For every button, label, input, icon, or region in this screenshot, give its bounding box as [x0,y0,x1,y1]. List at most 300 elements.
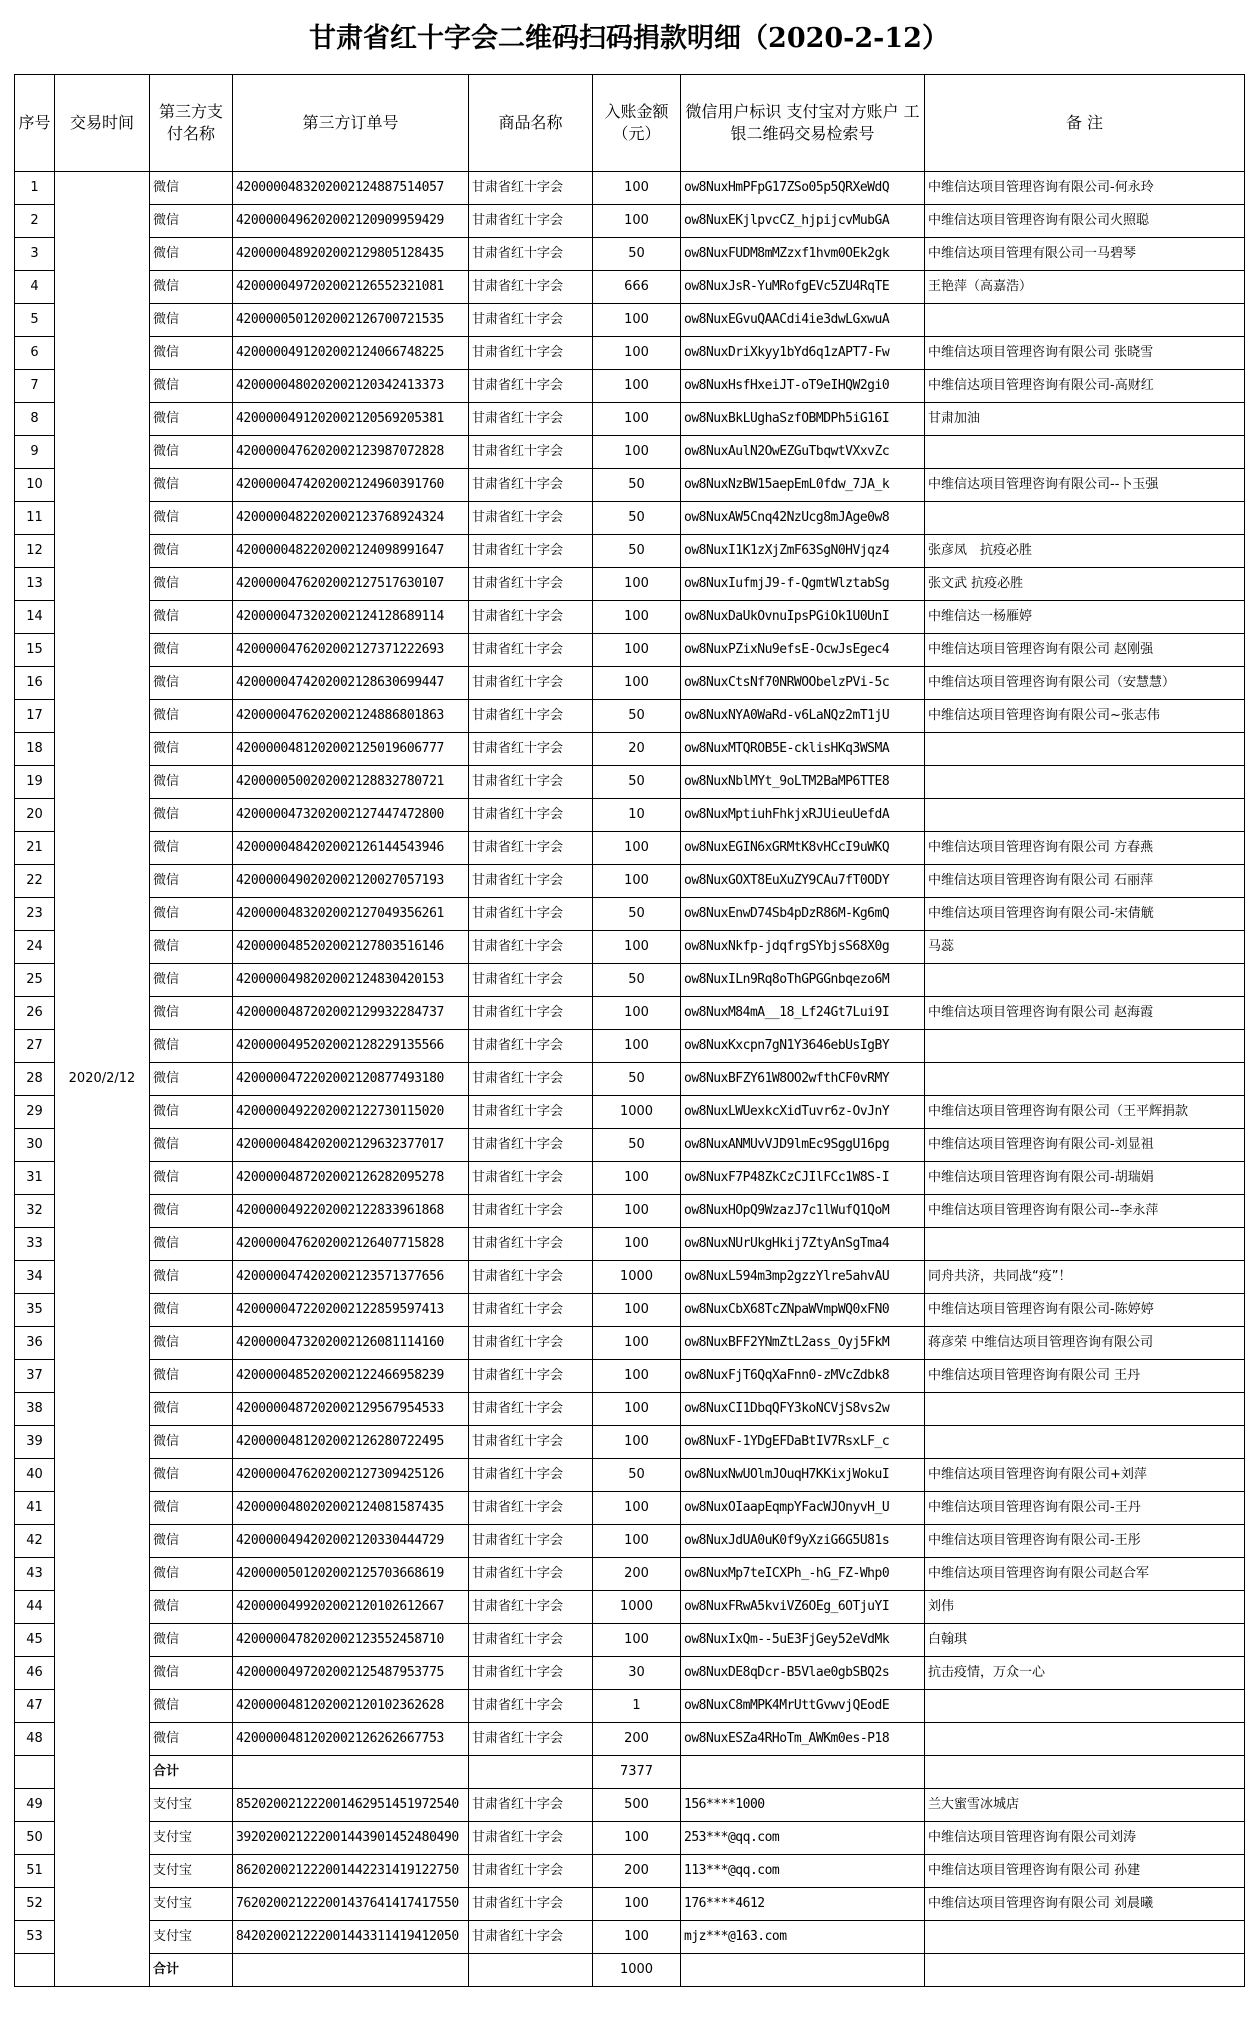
table-row [15,799,1245,832]
total-order-cell [233,1954,469,1987]
row-payment-channel: 微信 [150,568,233,601]
row-remark: 中维信达项目管理咨询有限公司-胡瑞娟 [925,1162,1245,1195]
total-label: 合计 [150,1756,233,1789]
row-product-name: 甘肃省红十字会 [469,403,593,436]
row-index: 23 [15,898,55,931]
row-user-id: ow8NuxHOpQ9WzazJ7c1lWufQ1QoM [681,1195,925,1228]
row-order-number: 4200000476202002127371222693 [233,634,469,667]
row-amount: 200 [593,1558,681,1591]
total-label: 合计 [150,1954,233,1987]
row-amount: 100 [593,601,681,634]
table-row [15,436,1245,469]
row-remark: 中维信达项目管理咨询有限公司+刘萍 [925,1459,1245,1492]
row-index: 21 [15,832,55,865]
row-index: 40 [15,1459,55,1492]
row-product-name: 甘肃省红十字会 [469,436,593,469]
table-row [15,1459,1245,1492]
header-row [15,75,1245,172]
row-user-id: ow8NuxESZa4RHoTm_AWKm0es-P18 [681,1723,925,1756]
row-order-number: 4200000485202002127803516146 [233,931,469,964]
row-index: 26 [15,997,55,1030]
row-remark [925,502,1245,535]
row-amount: 1000 [593,1591,681,1624]
row-index: 34 [15,1261,55,1294]
row-payment-channel: 微信 [150,667,233,700]
table-row [15,1822,1245,1855]
row-order-number: 862020021222001442231419122750 [233,1855,469,1888]
row-user-id: ow8NuxIxQm--5uE3FjGey52eVdMk [681,1624,925,1657]
row-product-name: 甘肃省红十字会 [469,568,593,601]
total-row [15,1954,1245,1987]
row-order-number: 4200000491202002124066748225 [233,337,469,370]
row-order-number: 4200000483202002127049356261 [233,898,469,931]
table-row [15,1261,1245,1294]
row-product-name: 甘肃省红十字会 [469,1789,593,1822]
row-index: 47 [15,1690,55,1723]
row-remark [925,1921,1245,1954]
row-remark: 中维信达项目管理咨询有限公司 王丹 [925,1360,1245,1393]
table-row [15,1393,1245,1426]
row-user-id: ow8NuxC8mMPK4MrUttGvwvjQEodE [681,1690,925,1723]
row-user-id: ow8NuxNUrUkgHkij7ZtyAnSgTma4 [681,1228,925,1261]
row-amount: 50 [593,1459,681,1492]
row-order-number: 4200000474202002123571377656 [233,1261,469,1294]
table-row [15,271,1245,304]
row-order-number: 4200000487202002126282095278 [233,1162,469,1195]
row-remark: 兰大蜜雪冰城店 [925,1789,1245,1822]
row-payment-channel: 微信 [150,1228,233,1261]
total-index-cell [15,1756,55,1789]
row-amount: 100 [593,1327,681,1360]
row-amount: 100 [593,667,681,700]
row-user-id: ow8NuxM84mA__18_Lf24Gt7Lui9I [681,997,925,1030]
row-user-id: ow8NuxOIaapEqmpYFacWJOnyvH_U [681,1492,925,1525]
row-order-number: 4200000496202002120909959429 [233,205,469,238]
row-amount: 100 [593,1492,681,1525]
row-order-number: 4200000481202002120102362628 [233,1690,469,1723]
row-index: 24 [15,931,55,964]
row-amount: 50 [593,964,681,997]
row-payment-channel: 微信 [150,601,233,634]
row-remark [925,733,1245,766]
row-order-number: 4200000484202002129632377017 [233,1129,469,1162]
row-payment-channel: 微信 [150,403,233,436]
row-product-name: 甘肃省红十字会 [469,964,593,997]
table-row [15,172,1245,205]
table-row [15,304,1245,337]
table-row [15,1888,1245,1921]
row-product-name: 甘肃省红十字会 [469,997,593,1030]
row-user-id: ow8NuxHsfHxeiJT-oT9eIHQW2gi0 [681,370,925,403]
row-product-name: 甘肃省红十字会 [469,832,593,865]
row-product-name: 甘肃省红十字会 [469,238,593,271]
table-row [15,931,1245,964]
row-order-number: 4200000492202002122833961868 [233,1195,469,1228]
row-product-name: 甘肃省红十字会 [469,370,593,403]
row-user-id: 176****4612 [681,1888,925,1921]
row-user-id: ow8NuxAW5Cnq42NzUcg8mJAge0w8 [681,502,925,535]
row-amount: 50 [593,535,681,568]
row-index: 29 [15,1096,55,1129]
row-index: 37 [15,1360,55,1393]
row-user-id: 113***@qq.com [681,1855,925,1888]
row-payment-channel: 支付宝 [150,1921,233,1954]
table-row [15,205,1245,238]
row-user-id: ow8NuxEGIN6xGRMtK8vHCcI9uWKQ [681,832,925,865]
row-amount: 100 [593,865,681,898]
header-user-id: 微信用户标识 支付宝对方账户 工银二维码交易检索号 [681,75,925,172]
row-user-id: ow8NuxLWUexkcXidTuvr6z-OvJnY [681,1096,925,1129]
row-product-name: 甘肃省红十字会 [469,1525,593,1558]
row-index: 19 [15,766,55,799]
row-payment-channel: 微信 [150,535,233,568]
row-payment-channel: 支付宝 [150,1789,233,1822]
row-index: 38 [15,1393,55,1426]
table-row [15,898,1245,931]
row-order-number: 4200000497202002125487953775 [233,1657,469,1690]
row-payment-channel: 微信 [150,469,233,502]
total-product-cell [469,1756,593,1789]
row-index: 16 [15,667,55,700]
row-amount: 100 [593,1162,681,1195]
row-payment-channel: 微信 [150,865,233,898]
row-payment-channel: 微信 [150,1129,233,1162]
row-payment-channel: 微信 [150,1162,233,1195]
row-user-id: mjz***@163.com [681,1921,925,1954]
row-payment-channel: 微信 [150,898,233,931]
row-product-name: 甘肃省红十字会 [469,898,593,931]
row-user-id: ow8NuxANMUvVJD9lmEc9SggU16pg [681,1129,925,1162]
row-index: 33 [15,1228,55,1261]
table-row [15,370,1245,403]
total-row [15,1756,1245,1789]
row-payment-channel: 微信 [150,766,233,799]
row-amount: 100 [593,403,681,436]
row-payment-channel: 支付宝 [150,1855,233,1888]
table-row [15,1195,1245,1228]
row-user-id: ow8NuxNwUOlmJOuqH7KKixjWokuI [681,1459,925,1492]
row-user-id: 253***@qq.com [681,1822,925,1855]
row-product-name: 甘肃省红十字会 [469,1228,593,1261]
row-payment-channel: 微信 [150,304,233,337]
table-row [15,832,1245,865]
row-remark: 中维信达项目管理咨询有限公司火照聪 [925,205,1245,238]
row-payment-channel: 微信 [150,799,233,832]
row-user-id: ow8NuxEKjlpvcCZ_hjpijcvMubGA [681,205,925,238]
row-product-name: 甘肃省红十字会 [469,1129,593,1162]
row-payment-channel: 微信 [150,1030,233,1063]
row-user-id: ow8NuxEGvuQAACdi4ie3dwLGxwuA [681,304,925,337]
row-product-name: 甘肃省红十字会 [469,1888,593,1921]
row-order-number: 4200000483202002124887514057 [233,172,469,205]
row-index: 1 [15,172,55,205]
row-amount: 100 [593,1195,681,1228]
row-amount: 100 [593,1228,681,1261]
row-user-id: ow8NuxJsR-YuMRofgEVc5ZU4RqTE [681,271,925,304]
total-user-cell [681,1756,925,1789]
row-product-name: 甘肃省红十字会 [469,1261,593,1294]
row-user-id: ow8NuxNblMYt_9oLTM2BaMP6TTE8 [681,766,925,799]
row-payment-channel: 微信 [150,1195,233,1228]
row-user-id: ow8NuxCtsNf70NRWOObelzPVi-5c [681,667,925,700]
row-payment-channel: 微信 [150,634,233,667]
row-user-id: ow8NuxNkfp-jdqfrgSYbjsS68X0g [681,931,925,964]
row-payment-channel: 微信 [150,1294,233,1327]
row-product-name: 甘肃省红十字会 [469,1921,593,1954]
row-index: 9 [15,436,55,469]
table-row [15,634,1245,667]
table-row [15,1558,1245,1591]
row-amount: 200 [593,1723,681,1756]
total-user-cell [681,1954,925,1987]
row-amount: 1 [593,1690,681,1723]
table-row [15,1657,1245,1690]
row-order-number: 4200000501202002125703668619 [233,1558,469,1591]
row-product-name: 甘肃省红十字会 [469,1855,593,1888]
row-product-name: 甘肃省红十字会 [469,469,593,502]
row-remark [925,766,1245,799]
row-remark: 白翰琪 [925,1624,1245,1657]
row-user-id: ow8NuxNzBW15aepEmL0fdw_7JA_k [681,469,925,502]
table-row [15,1690,1245,1723]
row-remark [925,1690,1245,1723]
row-order-number: 4200000473202002124128689114 [233,601,469,634]
row-user-id: ow8NuxJdUA0uK0f9yXziG6G5U81s [681,1525,925,1558]
header-remark: 备 注 [925,75,1245,172]
row-amount: 1000 [593,1096,681,1129]
row-remark: 中维信达项目管理咨询有限公司-宋倩觥 [925,898,1245,931]
row-order-number: 4200000484202002126144543946 [233,832,469,865]
row-payment-channel: 微信 [150,1525,233,1558]
row-product-name: 甘肃省红十字会 [469,1195,593,1228]
row-user-id: ow8NuxL594m3mp2gzzYlre5ahvAU [681,1261,925,1294]
row-order-number: 4200000501202002126700721535 [233,304,469,337]
row-product-name: 甘肃省红十字会 [469,1822,593,1855]
row-order-number: 4200000497202002126552321081 [233,271,469,304]
row-order-number: 4200000481202002126262667753 [233,1723,469,1756]
table-row [15,1030,1245,1063]
row-amount: 20 [593,733,681,766]
row-remark [925,1723,1245,1756]
row-payment-channel: 微信 [150,700,233,733]
row-payment-channel: 微信 [150,337,233,370]
row-remark: 中维信达项目管理咨询有限公司刘涛 [925,1822,1245,1855]
row-order-number: 852020021222001462951451972540 [233,1789,469,1822]
row-remark: 中维信达项目管理咨询有限公司（王平辉捐款 [925,1096,1245,1129]
table-row [15,1360,1245,1393]
row-payment-channel: 微信 [150,1657,233,1690]
row-amount: 50 [593,766,681,799]
row-payment-channel: 微信 [150,271,233,304]
row-index: 50 [15,1822,55,1855]
row-payment-channel: 微信 [150,172,233,205]
row-user-id: ow8NuxBkLUghaSzfOBMDPh5iG16I [681,403,925,436]
row-index: 27 [15,1030,55,1063]
row-user-id: ow8NuxF7P48ZkCzCJIlFCc1W8S-I [681,1162,925,1195]
row-product-name: 甘肃省红十字会 [469,733,593,766]
row-product-name: 甘肃省红十字会 [469,1558,593,1591]
row-index: 39 [15,1426,55,1459]
row-product-name: 甘肃省红十字会 [469,172,593,205]
row-product-name: 甘肃省红十字会 [469,1294,593,1327]
row-amount: 100 [593,337,681,370]
row-amount: 100 [593,1426,681,1459]
row-index: 6 [15,337,55,370]
row-amount: 100 [593,1921,681,1954]
row-remark: 中维信达项目管理咨询有限公司-王彤 [925,1525,1245,1558]
row-product-name: 甘肃省红十字会 [469,1657,593,1690]
row-payment-channel: 微信 [150,733,233,766]
table-row [15,1063,1245,1096]
row-order-number: 4200000500202002128832780721 [233,766,469,799]
row-remark [925,1228,1245,1261]
row-product-name: 甘肃省红十字会 [469,634,593,667]
table-row [15,1228,1245,1261]
row-remark [925,1030,1245,1063]
row-order-number: 4200000480202002120342413373 [233,370,469,403]
row-amount: 100 [593,997,681,1030]
row-remark [925,799,1245,832]
row-amount: 30 [593,1657,681,1690]
row-user-id: ow8NuxEnwD74Sb4pDzR86M-Kg6mQ [681,898,925,931]
row-index: 18 [15,733,55,766]
row-order-number: 4200000476202002126407715828 [233,1228,469,1261]
row-user-id: ow8NuxFRwA5kviVZ6OEg_6OTjuYI [681,1591,925,1624]
row-index: 41 [15,1492,55,1525]
table-row [15,1327,1245,1360]
row-amount: 100 [593,1393,681,1426]
row-payment-channel: 微信 [150,1096,233,1129]
row-product-name: 甘肃省红十字会 [469,667,593,700]
row-user-id: ow8NuxILn9Rq8oThGPGGnbqezo6M [681,964,925,997]
table-row [15,469,1245,502]
row-product-name: 甘肃省红十字会 [469,1591,593,1624]
row-amount: 100 [593,568,681,601]
table-row [15,601,1245,634]
row-amount: 50 [593,1063,681,1096]
row-payment-channel: 微信 [150,370,233,403]
row-index: 31 [15,1162,55,1195]
row-user-id: ow8NuxIufmjJ9-f-QgmtWlztabSg [681,568,925,601]
row-order-number: 4200000473202002126081114160 [233,1327,469,1360]
row-user-id: ow8NuxDE8qDcr-B5Vlae0gbSBQ2s [681,1657,925,1690]
row-index: 7 [15,370,55,403]
row-amount: 100 [593,1030,681,1063]
row-product-name: 甘肃省红十字会 [469,337,593,370]
row-amount: 100 [593,1624,681,1657]
table-row [15,865,1245,898]
table-row [15,1591,1245,1624]
row-payment-channel: 微信 [150,1393,233,1426]
row-remark: 中维信达项目管理咨询有限公司-陈婷婷 [925,1294,1245,1327]
table-row [15,535,1245,568]
row-product-name: 甘肃省红十字会 [469,1393,593,1426]
row-order-number: 4200000485202002122466958239 [233,1360,469,1393]
row-remark: 中维信达项目管理咨询有限公司--李永萍 [925,1195,1245,1228]
row-amount: 100 [593,1360,681,1393]
header-order-number: 第三方订单号 [233,75,469,172]
row-remark: 中维信达项目管理咨询有限公司--卜玉强 [925,469,1245,502]
table-row [15,1162,1245,1195]
total-amount: 7377 [593,1756,681,1789]
row-order-number: 4200000473202002127447472800 [233,799,469,832]
row-index: 17 [15,700,55,733]
row-user-id: ow8NuxCbX68TcZNpaWVmpWQ0xFN0 [681,1294,925,1327]
row-index: 2 [15,205,55,238]
row-payment-channel: 微信 [150,1690,233,1723]
table-row [15,1426,1245,1459]
row-remark: 中维信达项目管理咨询有限公司-高财红 [925,370,1245,403]
row-payment-channel: 微信 [150,1723,233,1756]
row-product-name: 甘肃省红十字会 [469,205,593,238]
row-amount: 10 [593,799,681,832]
row-user-id: ow8NuxCI1DbqQFY3koNCVjS8vs2w [681,1393,925,1426]
row-order-number: 4200000491202002120569205381 [233,403,469,436]
row-product-name: 甘肃省红十字会 [469,1492,593,1525]
table-row [15,568,1245,601]
row-order-number: 4200000482202002123768924324 [233,502,469,535]
table-row [15,667,1245,700]
total-remark-cell [925,1954,1245,1987]
row-index: 42 [15,1525,55,1558]
row-user-id: ow8NuxMTQROB5E-cklisHKq3WSMA [681,733,925,766]
row-product-name: 甘肃省红十字会 [469,700,593,733]
row-remark [925,436,1245,469]
row-order-number: 4200000494202002120330444729 [233,1525,469,1558]
row-amount: 100 [593,634,681,667]
total-remark-cell [925,1756,1245,1789]
header-payment-channel: 第三方支付名称 [150,75,233,172]
row-amount: 100 [593,931,681,964]
row-amount: 50 [593,700,681,733]
row-payment-channel: 微信 [150,205,233,238]
row-user-id: ow8NuxHmPFpG17ZSo05p5QRXeWdQ [681,172,925,205]
row-user-id: ow8NuxFUDM8mMZzxf1hvm0OEk2gk [681,238,925,271]
row-remark: 中维信达项目管理咨询有限公司-王丹 [925,1492,1245,1525]
row-amount: 50 [593,238,681,271]
row-user-id: ow8NuxFjT6QqXaFnn0-zMVcZdbk8 [681,1360,925,1393]
row-user-id: ow8NuxF-1YDgEFDaBtIV7RsxLF_c [681,1426,925,1459]
row-index: 45 [15,1624,55,1657]
row-index: 11 [15,502,55,535]
row-order-number: 4200000476202002127517630107 [233,568,469,601]
page-title: 甘肃省红十字会二维码扫码捐款明细（2020-2-12） [309,23,949,54]
row-payment-channel: 微信 [150,436,233,469]
row-order-number: 4200000478202002123552458710 [233,1624,469,1657]
row-order-number: 4200000481202002126280722495 [233,1426,469,1459]
table-row [15,1294,1245,1327]
table-row [15,1525,1245,1558]
row-payment-channel: 支付宝 [150,1888,233,1921]
row-remark: 中维信达项目管理咨询有限公司 赵刚强 [925,634,1245,667]
table-row [15,403,1245,436]
row-product-name: 甘肃省红十字会 [469,1327,593,1360]
row-order-number: 4200000487202002129932284737 [233,997,469,1030]
row-index: 12 [15,535,55,568]
row-payment-channel: 微信 [150,832,233,865]
row-payment-channel: 微信 [150,1492,233,1525]
header-product-name: 商品名称 [469,75,593,172]
table-row [15,1723,1245,1756]
row-payment-channel: 微信 [150,1063,233,1096]
total-product-cell [469,1954,593,1987]
total-index-cell [15,1954,55,1987]
row-user-id: ow8NuxDaUkOvnuIpsPGiOk1U0UnI [681,601,925,634]
row-remark: 中维信达项目管理咨询有限公司 刘晨曦 [925,1888,1245,1921]
row-order-number: 762020021222001437641417417550 [233,1888,469,1921]
row-amount: 500 [593,1789,681,1822]
row-payment-channel: 微信 [150,1558,233,1591]
